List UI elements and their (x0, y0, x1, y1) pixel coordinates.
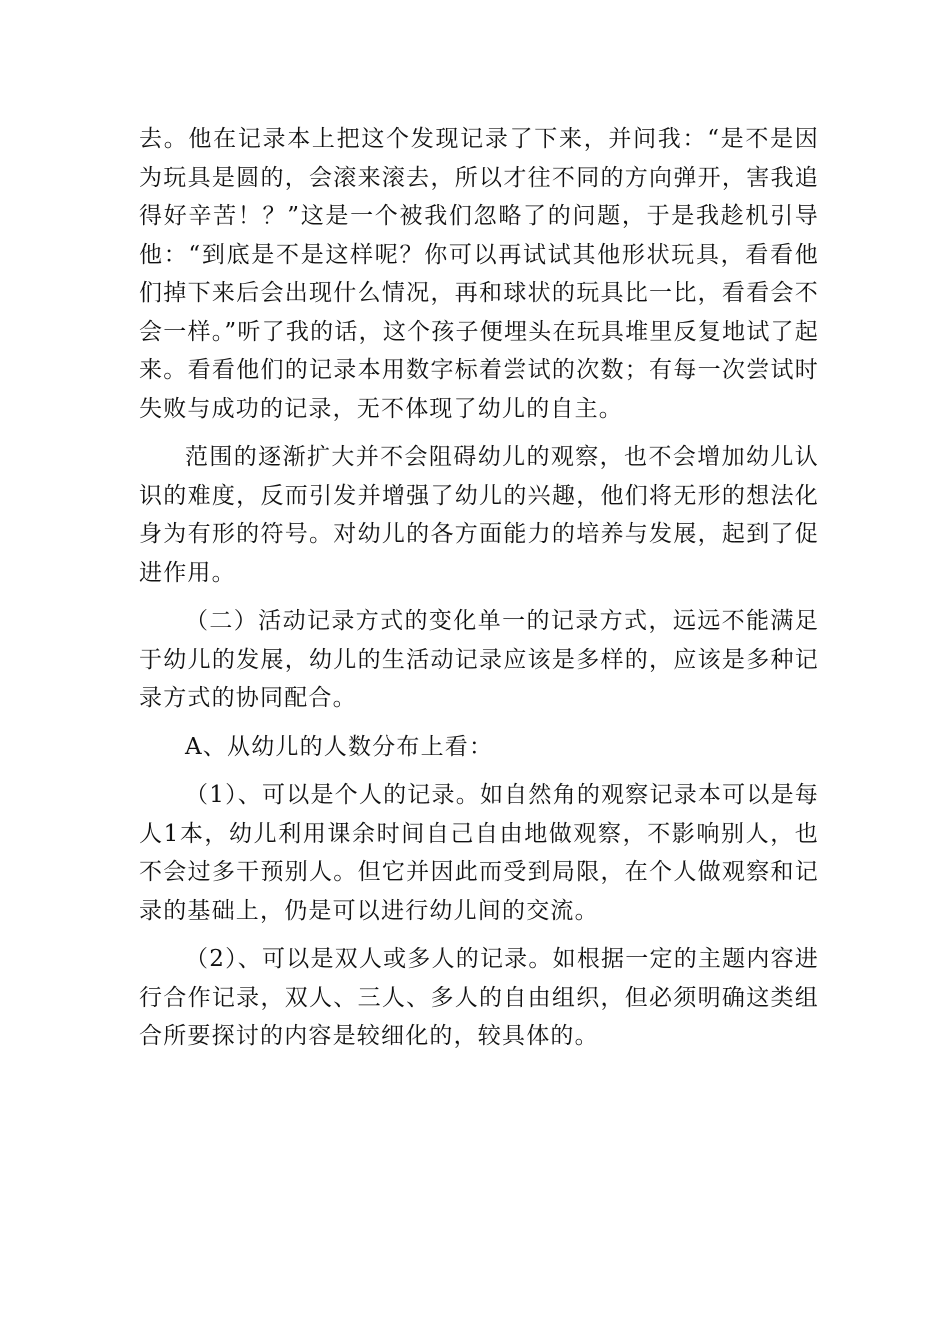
paragraph-1: 去。他在记录本上把这个发现记录了下来，并问我：“是不是因为玩具是圆的，会滚来滚去，所以才往不同的方向弹开，害我追得好辛苦！？”这是一个被我们忽略了的问题，于是我趁机引导他：“到底是不是这样呢？你可以再试试其他形状玩具，看看他们掉下来后会出现什么情况，再和球状的玩具比一比，看看会不会一样。”听了我的话，这个孩子便埋头在玩具堆里反复地试了起来。看看他们的记录本用数字标着尝试的次数；有每一次尝试时失败与成功的记录，无不体现了幼儿的自主。 (139, 126, 819, 422)
paragraph-4: A、从幼儿的人数分布上看： (185, 733, 494, 760)
document-page (139, 120, 819, 1056)
paragraph-2: 范围的逐渐扩大并不会阻碍幼儿的观察，也不会增加幼儿认识的难度，反而引发并增强了幼儿的兴趣，他们将无形的想法化身为有形的符号。对幼儿的各方面能力的培养与发展，起到了促进作用。 (139, 444, 819, 586)
paragraph-3: （二）活动记录方式的变化单一的记录方式，远远不能满足于幼儿的发展，幼儿的生活动记录应该是多样的，应该是多种记录方式的协同配合。 (139, 608, 819, 711)
paragraph-6: （2）、可以是双人或多人的记录。如根据一定的主题内容进行合作记录，双人、三人、多人的自由组织，但必须明确这类组合所要探讨的内容是较细化的，较具体的。 (139, 946, 819, 1049)
paragraph-5: （1）、可以是个人的记录。如自然角的观察记录本可以是每人1本，幼儿利用课余时间自己自由地做观察，不影响别人，也不会过多干预别人。但它并因此而受到局限，在个人做观察和记录的基础上，仍是可以进行幼儿间的交流。 (139, 782, 819, 924)
